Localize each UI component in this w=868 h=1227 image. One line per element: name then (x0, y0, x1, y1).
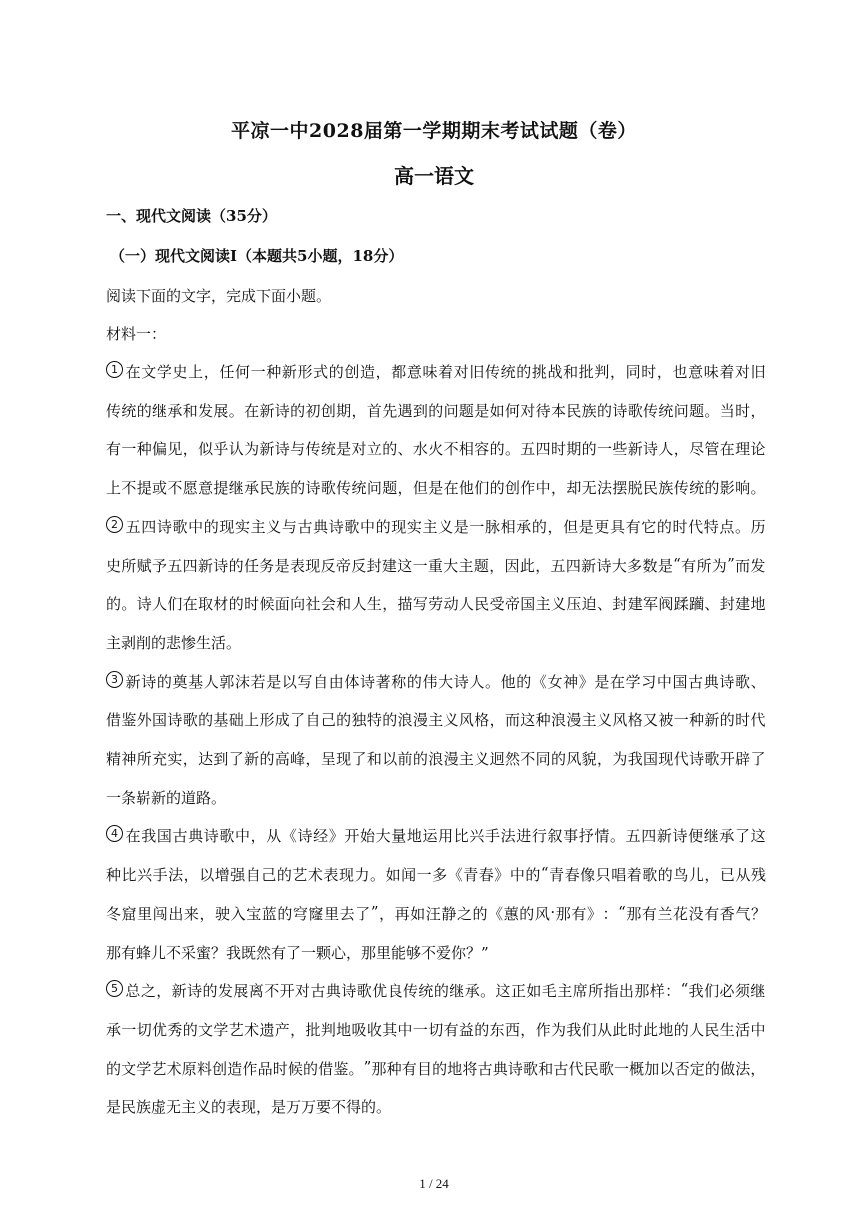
passage-line: 承 一 切 优 秀 的 文 学 艺 术 遗 产 ， 批 判 地 吸 收 其 中 一 切 有 益 的 东 西 ， 作 为 我 们 从 此 时 此 地 的 人 民 生 活 中 (106, 1021, 766, 1039)
passage-line: 有 一 种 偏 见 ， 似 乎 认 为 新 诗 与 传 统 是 对 立 的 、 水 火 不 相 容 的 。 五 四 时 期 的 一 些 新 诗 人 ， 尽 管 在 理 论 (106, 440, 766, 458)
passage-line: 种 比 兴 手 法 ， 以 增 强 自 己 的 艺 术 表 现 力 。 如 闻 一 多 《 青 春 》 中 的 “ 青 春 像 只 唱 着 歌 的 鸟 儿 ， 已 从 残 (106, 864, 766, 884)
instruction-text: 阅读下面的文字，完成下面小题。 (106, 287, 332, 305)
passage-line: 4 在 我 国 古 典 诗 歌 中 ， 从 《 诗 经 》 开 始 大 量 地 运 用 比 兴 手 法 进 行 叙 事 抒 情 。 五 四 新 诗 便 继 承 了 这 (106, 825, 766, 846)
passage-line: 史 所 赋 予 五 四 新 诗 的 任 务 是 表 现 反 帝 反 封 建 这 一 重 大 主 题 ， 因 此 ， 五 四 新 诗 大 多 数 是 “ 有 所 为 ” 而 发 (106, 555, 766, 575)
passage-line (106, 632, 766, 653)
paragraph-number: 3 (106, 671, 123, 688)
material-label: 材料一： (106, 325, 167, 343)
page-subtitle: 高一语文 (394, 164, 474, 188)
passage-line (106, 1096, 766, 1117)
paragraph-number: 4 (106, 825, 123, 842)
line-text: 主剥削的悲惨生活。 (106, 634, 242, 652)
paragraph-number: 5 (106, 980, 123, 997)
page-title: 平凉一中2028届第一学期期末考试试题（卷） (231, 120, 637, 142)
passage-line: 传 统 的 继 承 和 发 展 。 在 新 诗 的 初 创 期 ， 首 先 遇 到 的 问 题 是 如 何 对 待 本 民 族 的 诗 歌 传 统 问 题 。 当 时 ， (106, 402, 766, 420)
passage-line: 冬 窟 里 闯 出 来 ， 驶 入 宝 蓝 的 穹 窿 里 去 了 ” ， 再 如 汪 静 之 的 《 蕙 的 风 · 那 有 》 ： “ 那 有 兰 花 没 有 香 气 ？ (106, 903, 766, 923)
passage-line: 的 文 学 艺 术 原 料 创 造 作 品 时 候 的 借 鉴 。 ” 那 种 有 目 的 地 将 古 典 诗 歌 和 古 代 民 歌 一 概 加 以 否 定 的 做 法 ， (106, 1058, 766, 1078)
passage-line: 5 总 之 ， 新 诗 的 发 展 离 不 开 对 古 典 诗 歌 优 良 传 统 的 继 承 。 这 正 如 毛 主 席 所 指 出 那 样 ： “ 我 们 必 须 继 (106, 980, 766, 1001)
passage-line (106, 942, 766, 963)
passage-line: 精 神 所 充 实 ， 达 到 了 新 的 高 峰 ， 呈 现 了 和 以 前 的 浪 漫 主 义 迥 然 不 同 的 风 貌 ， 为 我 国 现 代 诗 歌 开 辟 了 (106, 750, 766, 768)
paragraph-number: 1 (106, 361, 123, 378)
passage-line: 上 不 提 或 不 愿 意 提 继 承 民 族 的 诗 歌 传 统 问 题 ， 但 是 在 他 们 的 创 作 中 ， 却 无 法 摆 脱 民 族 传 统 的 影 响 。 (106, 479, 766, 497)
page-number: 1 / 24 (419, 1176, 449, 1191)
line-text: 是民族虚无主义的表现，是万万要不得的。 (106, 1098, 392, 1116)
line-text: 那有蜂儿不采蜜？我既然有了一颗心，那里能够不爱你？” (106, 944, 489, 962)
passage-line: 1 在 文 学 史 上 ， 任 何 一 种 新 形 式 的 创 造 ， 都 意 味 着 对 旧 传 统 的 挑 战 和 批 判 ， 同 时 ， 也 意 味 着 对 旧 (106, 361, 766, 382)
paragraph-number: 2 (106, 516, 123, 533)
passage-line: 的 。 诗 人 们 在 取 材 的 时 候 面 向 社 会 和 人 生 ， 描 写 劳 动 人 民 受 帝 国 主 义 压 迫 、 封 建 军 阀 蹂 躏 、 封 建 地 (106, 595, 766, 613)
passage-line: 2 五 四 诗 歌 中 的 现 实 主 义 与 古 典 诗 歌 中 的 现 实 主 义 是 一 脉 相 承 的 ， 但 是 更 具 有 它 的 时 代 特 点 。 历 (106, 516, 766, 537)
passage-line: 3 新 诗 的 奠 基 人 郭 沫 若 是 以 写 自 由 体 诗 著 称 的 伟 大 诗 人 。 他 的 《 女 神 》 是 在 学 习 中 国 古 典 诗 歌 、 (106, 671, 766, 692)
line-text: 一条崭新的道路。 (106, 789, 227, 807)
subsection-heading: （一）现代文阅读Ⅰ（本题共5小题，18分） (110, 247, 404, 265)
passage-line: 借 鉴 外 国 诗 歌 的 基 础 上 形 成 了 自 己 的 独 特 的 浪 漫 主 义 风 格 ， 而 这 种 浪 漫 主 义 风 格 又 被 一 种 新 的 时 代 (106, 711, 766, 729)
section-heading: 一、现代文阅读（35分） (106, 207, 277, 225)
passage-line (106, 787, 766, 808)
